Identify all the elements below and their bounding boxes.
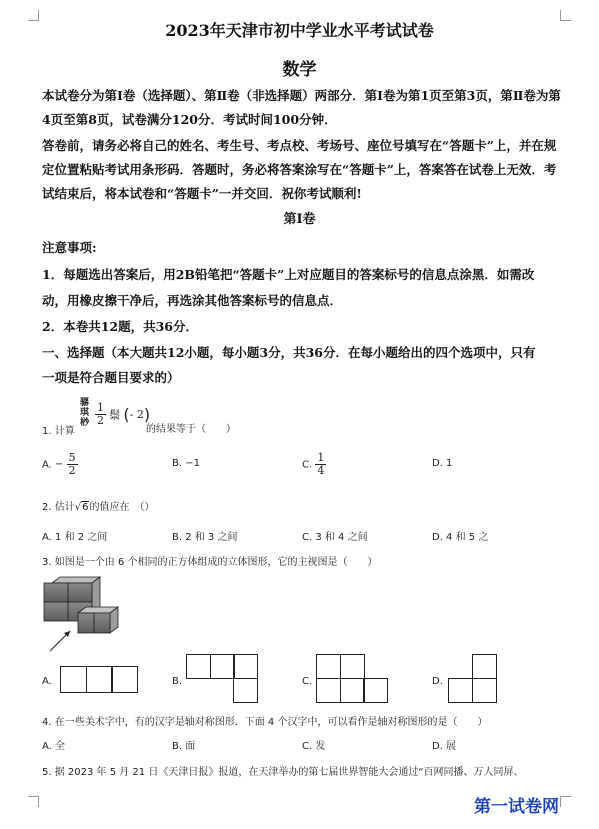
q1-option-a-label: A. [42, 459, 52, 471]
q3-option-a-figure [60, 666, 138, 693]
part-1-heading-line-2: 一项是符合题目要求的） [42, 370, 180, 385]
q1-fraction-numerator: 1 [97, 401, 104, 414]
q2-prefix: 2. 估计 [42, 502, 75, 513]
q3-option-c-label: C. [302, 676, 313, 687]
grid-cell [233, 654, 258, 679]
corner-mark-bottom-right [560, 796, 571, 807]
part-1-heading-line-1: 一、选择题（本大题共12小题，每小题3分，共36分．在每小题给出的四个选项中，只有 [42, 345, 536, 360]
q1-option-b: B. −1 [172, 458, 200, 469]
note-1-line-1: 1．每题选出答案后，用2B铅笔把“答题卡”上对应题目的答案标号的信息点涂黑．如需改 [42, 267, 535, 282]
q4-option-b: B. 面 [172, 741, 196, 752]
grid-cell [363, 678, 388, 703]
q3-option-d-label: D. [432, 676, 443, 687]
corner-mark-bottom-left [28, 796, 39, 807]
q2-option-d: D. 4 和 5 之 [432, 532, 489, 543]
grid-cell [316, 678, 341, 703]
q1-paren-value: - 2 [129, 408, 144, 421]
grid-cell [60, 666, 87, 693]
q1-paren-open: ( [123, 405, 130, 424]
q2-option-a: A. 1 和 2 之间 [42, 532, 108, 543]
grid-cell [340, 678, 365, 703]
grid-cell [472, 654, 497, 679]
q1-option-c [302, 452, 326, 477]
q4-option-a: A. 全 [42, 741, 66, 752]
grid-cell [340, 654, 365, 679]
q2-suffix: 的值应在 （） [89, 502, 155, 513]
note-1-line-2: 动，用橡皮擦干净后，再选涂其他答案标号的信息点． [42, 293, 343, 308]
q4-stem: 4. 在一些美术字中，有的汉字是轴对称图形．下面 4 个汉字中，可以看作是轴对称图形的是（ ） [42, 717, 488, 728]
grid-cell [472, 678, 497, 703]
q4-option-c: C. 发 [302, 741, 326, 752]
note-2: 2．本卷共12题，共36分． [42, 319, 198, 334]
q1-expression [95, 402, 150, 427]
site-watermark: 第一试卷网 [474, 797, 559, 817]
q1-option-a-numerator: 5 [68, 451, 76, 464]
q1-option-c-denominator: 4 [317, 464, 325, 477]
q3-stem: 3. 如图是一个由 6 个相同的正方体组成的立体图形，它的主视图是（ ） [42, 557, 378, 568]
q1-garbled-glyphs: 骣 琪 桫 [80, 398, 90, 428]
intro-paragraph-1: 本试卷分为第Ⅰ卷（选择题）、第Ⅱ卷（非选择题）两部分．第Ⅰ卷为第1页至第3页，第Ⅱ卷为第4页至第8页，试卷满分120分．考试时间100分钟． [42, 88, 561, 127]
q1-suffix: 的结果等于（ ） [146, 424, 236, 435]
q3-option-d-figure [448, 654, 498, 704]
q3-option-b-figure [186, 654, 260, 704]
q2-option-b: B. 2 和 3 之间 [172, 532, 238, 543]
q1-option-c-numerator: 1 [317, 451, 325, 464]
q2-radicand: 6 [82, 502, 89, 513]
q1-prefix: 1. 计算 [42, 426, 75, 437]
q1-option-a [42, 452, 78, 477]
q1-fraction [95, 402, 106, 427]
q1-option-a-denominator: 2 [68, 464, 76, 477]
q1-times-glyph: 鬃 [109, 408, 121, 422]
q3-option-b-label: B. [172, 676, 183, 687]
exam-title: 2023年天津市初中学业水平考试试卷 [165, 21, 434, 40]
volume-heading: 第Ⅰ卷 [283, 212, 316, 227]
intro-paragraph-2: 答卷前，请务必将自己的姓名、考生号、考点校、考场号、座位号填写在“答题卡”上，并在规定位置粘贴考试用条形码．答题时，务必将答案涂写在“答题卡”上，答案答在试卷上无效．考试结束后，将本试卷和“答题卡”一并交回．祝你考试顺利! [42, 138, 557, 201]
q2-option-c: C. 3 和 4 之间 [302, 532, 368, 543]
grid-cell [316, 654, 341, 679]
q2-stem [42, 498, 154, 513]
grid-cell [210, 654, 235, 679]
q1-paren-close: ) [143, 405, 151, 424]
grid-cell [111, 666, 138, 693]
q3-option-a-label: A. [42, 676, 52, 687]
q3-option-c-figure [316, 654, 390, 704]
grid-cell [186, 654, 211, 679]
q3-cube-figure [42, 575, 122, 655]
grid-cell [448, 678, 473, 703]
q4-option-d: D. 展 [432, 741, 457, 752]
subject-title: 数学 [282, 60, 317, 80]
q1-option-a-sign: − [55, 459, 64, 470]
q5-stem: 5. 据 2023 年 5 月 21 日《天津日报》报道，在天津举办的第七届世界智能大会通过“百网同播、万人同屏、 [42, 767, 524, 778]
sqrt-symbol: √ [74, 502, 82, 513]
q1-option-c-fraction [315, 452, 326, 477]
q1-option-c-label: C. [302, 459, 313, 471]
grid-cell [233, 678, 258, 703]
q1-fraction-denominator: 2 [97, 414, 104, 427]
grid-cell [86, 666, 113, 693]
q1-option-a-fraction [67, 452, 78, 477]
notes-heading: 注意事项: [42, 240, 97, 255]
q1-option-d: D. 1 [432, 458, 453, 469]
